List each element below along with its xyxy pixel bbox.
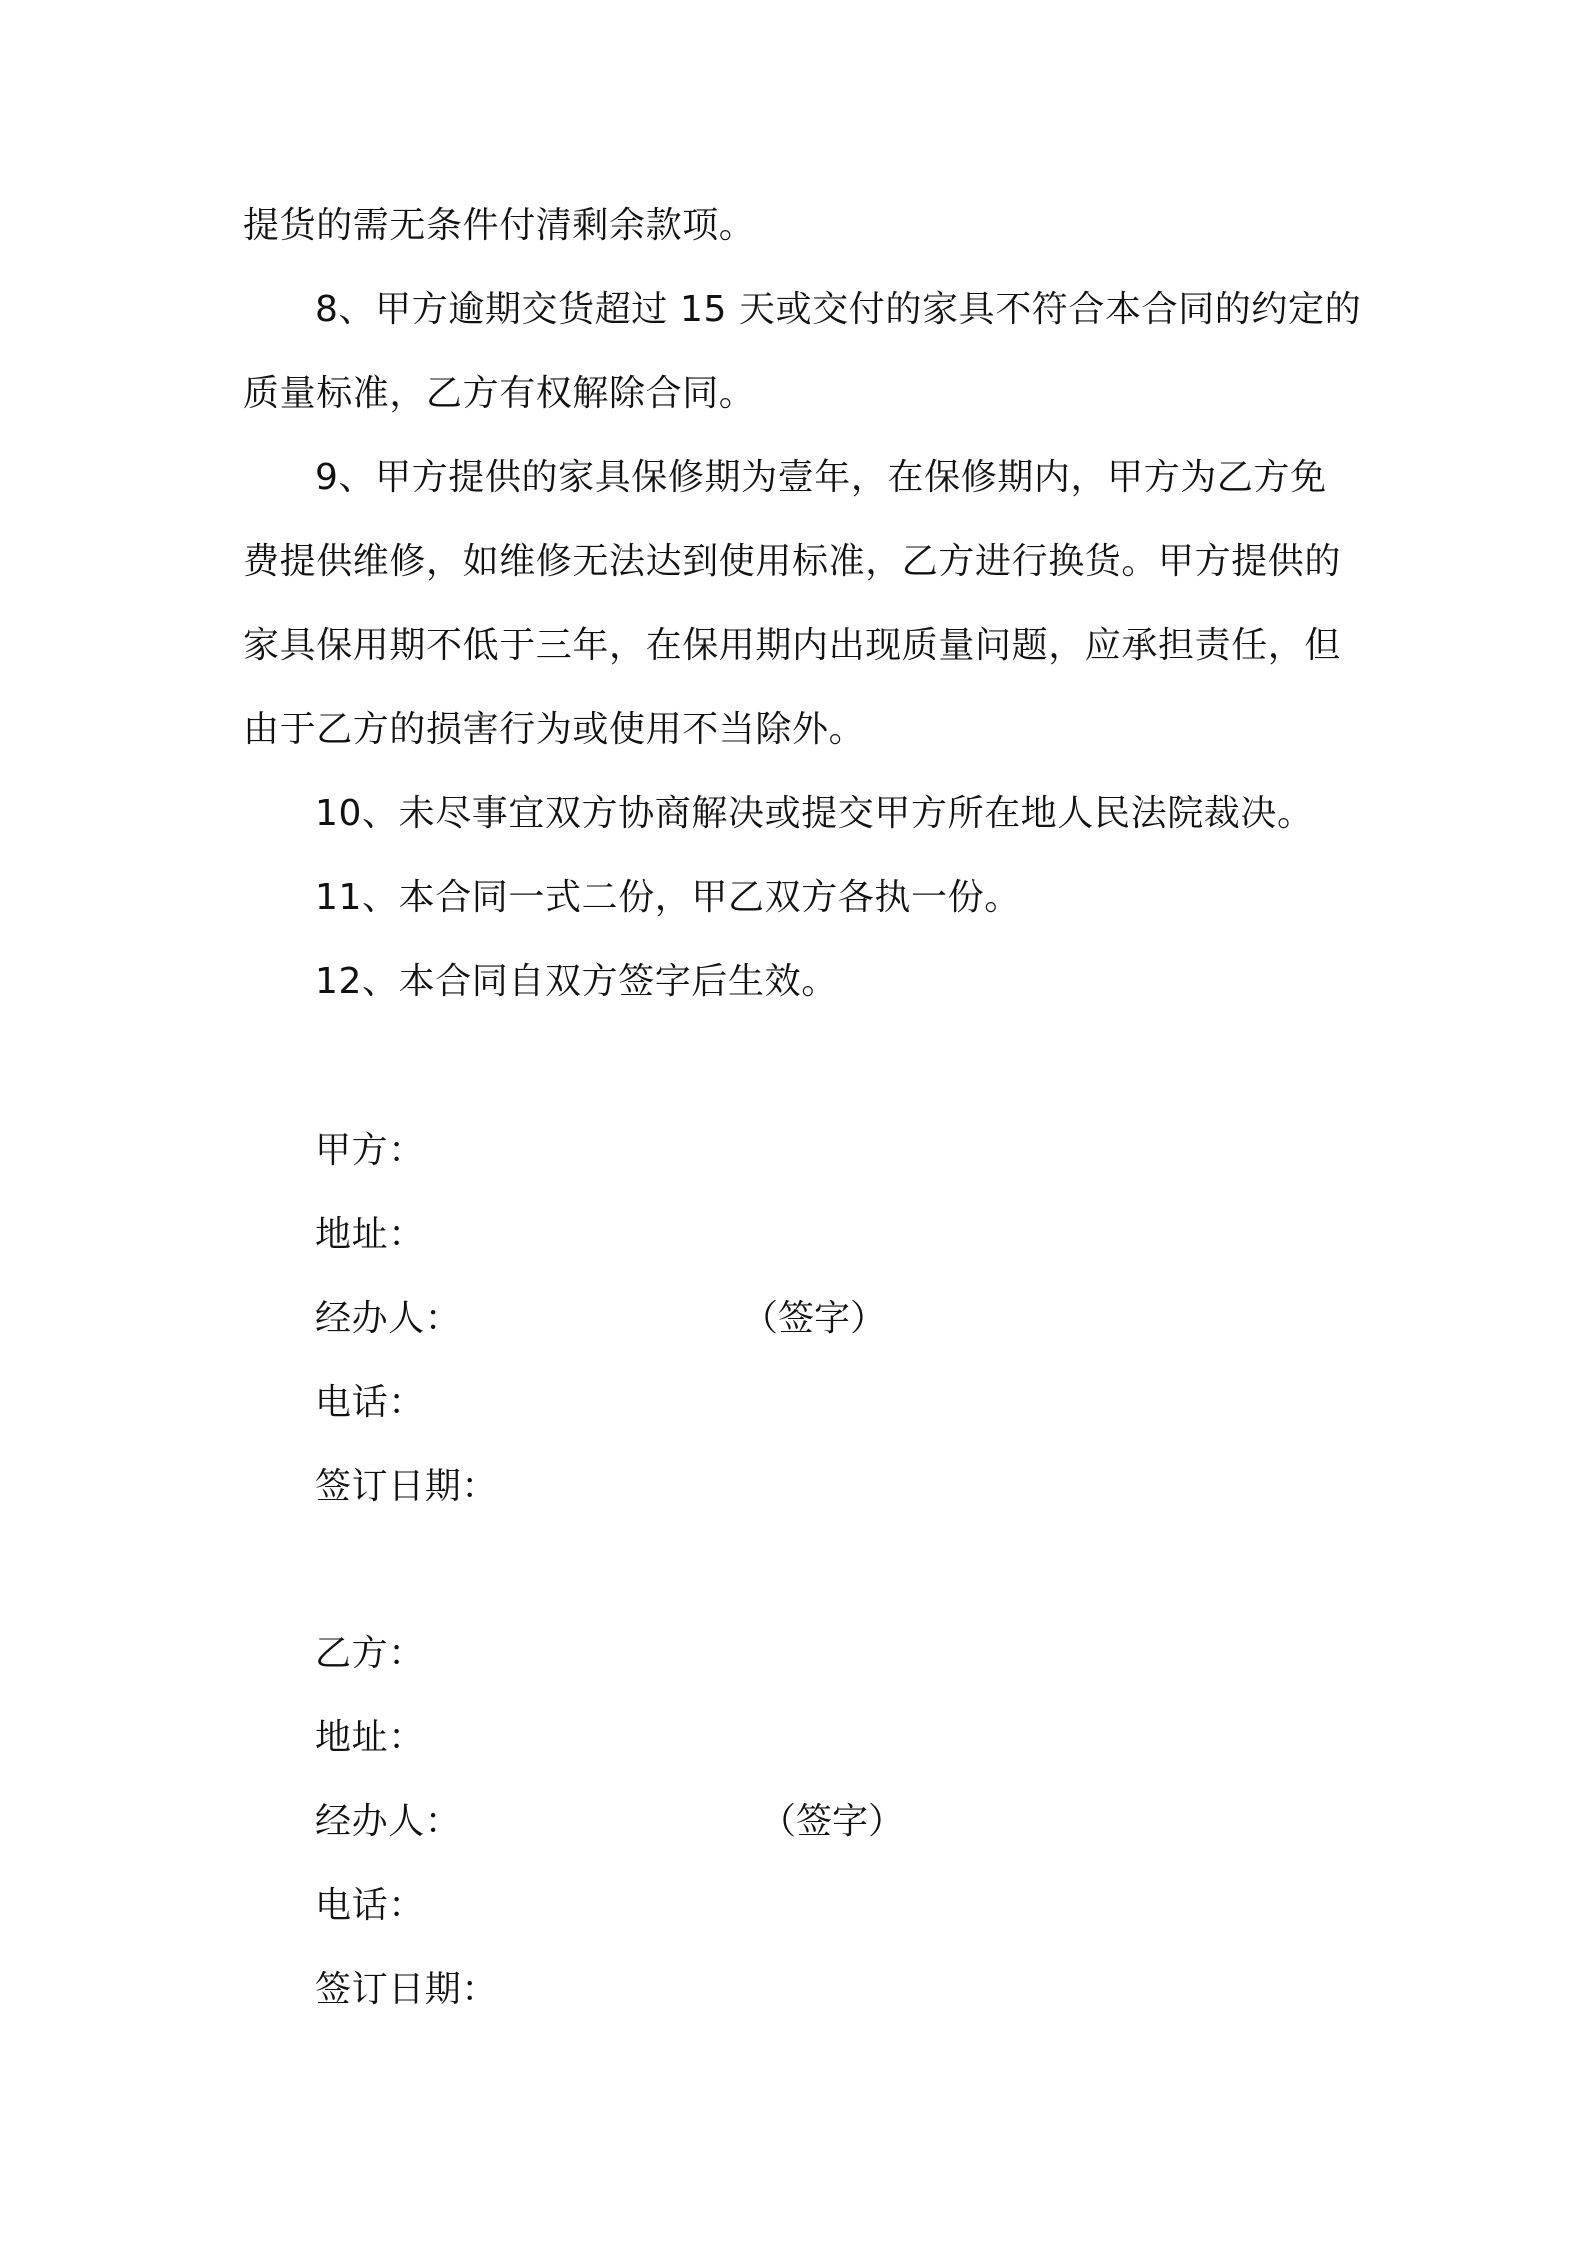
- party-b-sign-note: （签字）: [760, 1801, 905, 1842]
- clause-8-line-2: 质量标准，乙方有权解除合同。: [243, 373, 756, 414]
- clause-10: 10、未尽事宜双方协商解决或提交甲方所在地人民法院裁决。: [315, 793, 1314, 834]
- clause-9-line-2: 费提供维修，如维修无法达到使用标准，乙方进行换货。甲方提供的: [243, 541, 1342, 582]
- clause-9-line-3: 家具保用期不低于三年，在保用期内出现质量问题，应承担责任，但: [243, 625, 1342, 666]
- party-b-phone-label: 电话：: [315, 1885, 425, 1926]
- clause-line-1: 提货的需无条件付清剩余款项。: [243, 205, 756, 246]
- clause-8-line-1: 8、甲方逾期交货超过 15 天或交付的家具不符合本合同的约定的: [315, 289, 1362, 330]
- clause-9-line-4: 由于乙方的损害行为或使用不当除外。: [243, 709, 866, 750]
- party-a-date-label: 签订日期：: [315, 1466, 499, 1507]
- clause-9-line-1: 9、甲方提供的家具保修期为壹年，在保修期内，甲方为乙方免: [315, 457, 1327, 498]
- party-a-name-label: 甲方：: [315, 1130, 425, 1171]
- party-b-name-label: 乙方：: [315, 1633, 425, 1674]
- clause-12: 12、本合同自双方签字后生效。: [315, 961, 838, 1002]
- party-a-phone-label: 电话：: [315, 1382, 425, 1423]
- party-b-address-label: 地址：: [315, 1717, 425, 1758]
- party-a-address-label: 地址：: [315, 1214, 425, 1255]
- party-a-sign-note: （签字）: [742, 1298, 887, 1339]
- clause-11: 11、本合同一式二份，甲乙双方各执一份。: [315, 877, 1021, 918]
- party-b-date-label: 签订日期：: [315, 1969, 499, 2010]
- party-a-agent-label: 经办人：: [315, 1298, 462, 1339]
- party-b-agent-label: 经办人：: [315, 1801, 462, 1842]
